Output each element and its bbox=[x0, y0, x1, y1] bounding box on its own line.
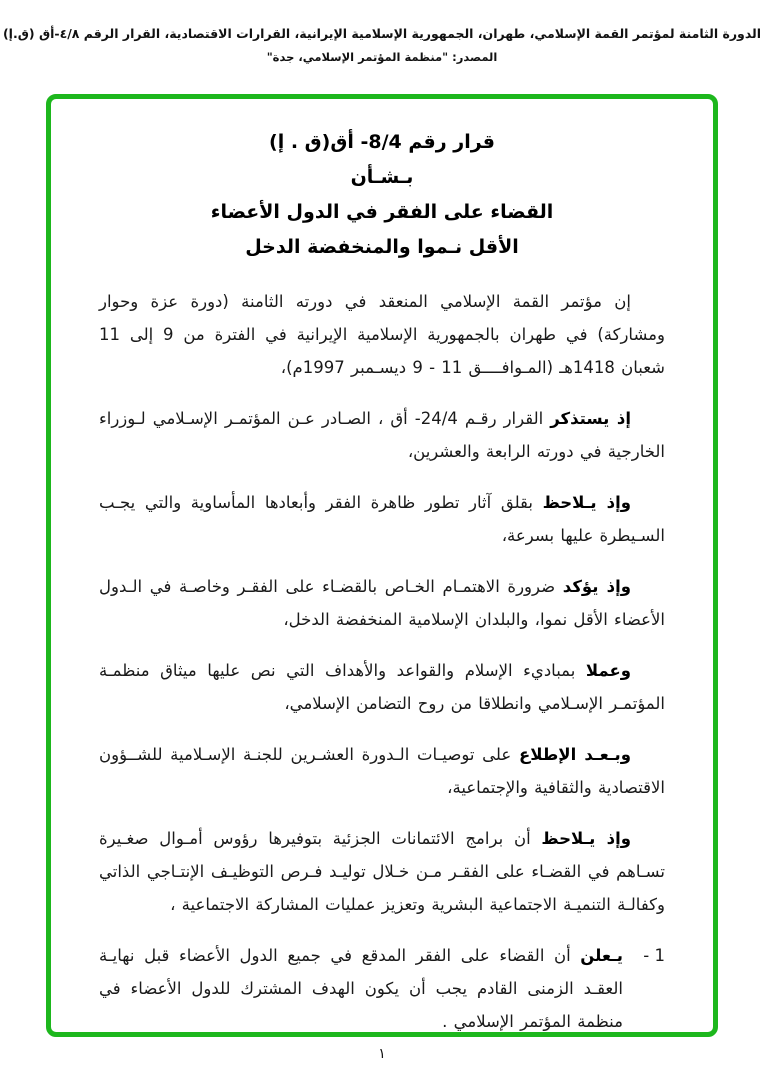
paragraph-text: بمباديء الإسلام والقواعد والأهداف التي نص عليها ميثاق منظمـة المؤتمـر الإسـلامي وانطلاقا من روح التضامن الإسلامي، bbox=[99, 661, 665, 713]
paragraph-text: بقلق آثار تطور ظاهرة الفقر وأبعادها المأساوية والتي يجـب السـيطرة عليها بسرعة، bbox=[99, 493, 665, 545]
item-lead: يـعلن bbox=[580, 946, 623, 965]
header-line-1: الدورة الثامنة لمؤتمر القمة الإسلامي، طهران، الجمهورية الإسلامية الإيرانية، القرارات الاقتصادية، القرار الرقم ٤/٨-أق (ق.إ) bbox=[2, 26, 762, 41]
paragraph-lead: وبـعـد الإطلاع bbox=[518, 745, 631, 764]
resolution-body bbox=[99, 285, 665, 1037]
preamble-paragraph-5 bbox=[99, 654, 665, 720]
title-line-3: القضاء على الفقر في الدول الأعضاء bbox=[210, 201, 554, 223]
resolution-item-1 bbox=[99, 939, 665, 1037]
title-line-1: قرار رقم 8/4- أق(ق . إ) bbox=[269, 131, 495, 153]
paragraph-text: ضرورة الاهتمـام الخـاص بالقضـاء على الفقـر وخاصـة في الـدول الأعضاء الأقل نموا، والبلدان الإسلامية المنخفضة الدخل، bbox=[99, 577, 665, 629]
paragraph-lead: وإذ يـلاحظ bbox=[542, 493, 631, 512]
item-text: أن القضاء على الفقر المدقع في جميع الدول الأعضاء قبل نهايـة العقـد الزمنى القادم يجب أن يكون الهدف المشترك للدول الأعضاء في منظمة المؤتمر الإسلامي . bbox=[99, 946, 623, 1031]
preamble-paragraph-2 bbox=[99, 402, 665, 468]
item-body bbox=[99, 939, 623, 1037]
item-number: 1 - bbox=[643, 946, 665, 965]
resolution-frame bbox=[46, 94, 718, 1037]
page-number: ١ bbox=[378, 1046, 386, 1062]
preamble-paragraph-7 bbox=[99, 822, 665, 921]
preamble-paragraph-3 bbox=[99, 486, 665, 552]
paragraph-text: أن برامج الائتمانات الجزئية بتوفيرها رؤوس أمـوال صغـيرة تسـاهم في القضـاء على الفقـر مـن خـلال توليـد فـرص التوظيـف الإنتـاجي الذاتي وكفالـة التنميـة الاجتماعية البشرية وتعزيز عمليات المشاركة الاجتماعية ، bbox=[99, 829, 665, 914]
paragraph-lead: وعملا bbox=[585, 661, 631, 680]
header-line-2: المصدر: "منظمة المؤتمر الإسلامي، جدة" bbox=[266, 50, 498, 64]
title-line-2: بـشـأن bbox=[350, 166, 414, 188]
paragraph-text: القرار رقـم 24/4- أق ، الصـادر عـن المؤتمـر الإسـلامي لـوزراء الخارجية في دورته الرابعة والعشرين، bbox=[99, 409, 665, 461]
document-header bbox=[0, 0, 764, 64]
paragraph-lead: وإذ يؤكد bbox=[562, 577, 631, 596]
paragraph-text: على توصيـات الـدورة العشـرين للجنـة الإسـلامية للشــؤون الاقتصادية والثقافية والإجتماعية، bbox=[99, 745, 665, 797]
paragraph-lead: إذ يستذكر bbox=[550, 409, 632, 428]
paragraph-lead: وإذ يـلاحظ bbox=[541, 829, 631, 848]
title-line-4: الأقل نـموا والمنخفضة الدخل bbox=[245, 236, 519, 258]
preamble-paragraph-4 bbox=[99, 570, 665, 636]
preamble-paragraph-6 bbox=[99, 738, 665, 804]
paragraph-text: إن مؤتمر القمة الإسلامي المنعقد في دورته الثامنة (دورة عزة وحوار ومشاركة) في طهران بالجمهورية الإسلامية الإيرانية في الفترة من 9 إلى 11 شعبان 1418هـ (المـوافــــق ⁦9 - 11⁩ ديسـمبر 1997م)، bbox=[99, 292, 665, 377]
preamble-paragraph-1 bbox=[99, 285, 665, 384]
resolution-title bbox=[99, 125, 665, 265]
